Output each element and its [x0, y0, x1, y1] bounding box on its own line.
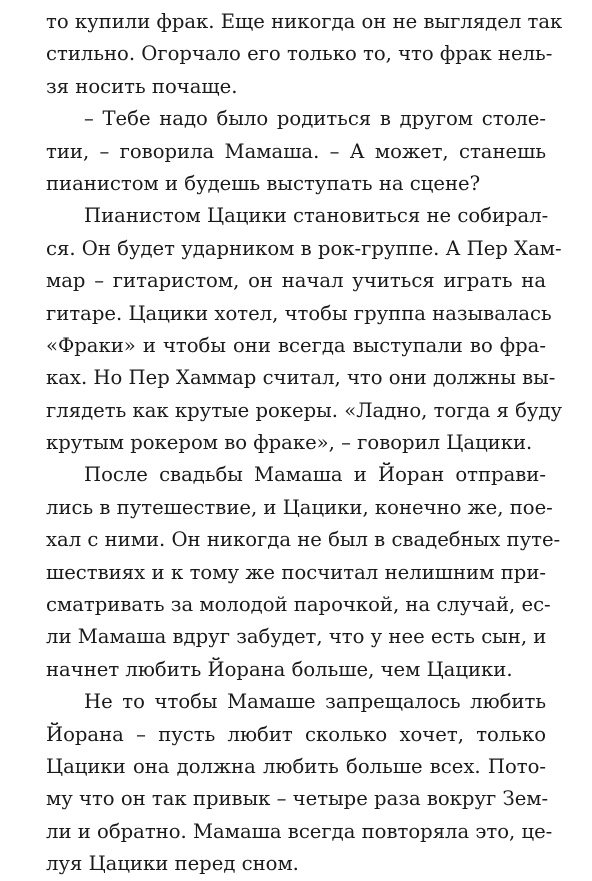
text-line: Йорана – пусть любит сколько хочет, только [46, 722, 546, 746]
text-line: ся. Он будет ударником в рок-группе. А Пер Хам- [46, 236, 562, 260]
text-line: мар – гитаристом, он начал учиться играть на [46, 269, 546, 293]
text-line: луя Цацики перед сном. [46, 852, 299, 876]
text-line: му что он так привык – четыре раза вокруг Зем- [46, 787, 549, 811]
page-text [46, 6, 563, 881]
text-line: хал с ними. Он никогда не был в свадебных путе- [46, 528, 561, 552]
text-line: то купили фрак. Еще никогда он не выглядел так [46, 10, 563, 33]
text-line: зя носить почаще. [46, 74, 238, 98]
text-line: ли Мамаша вдруг забудет, что у нее есть сын, и [46, 625, 547, 649]
text-line: шествиях и к тому же посчитал нелишним при- [46, 560, 546, 584]
text-line: Пианистом Цацики становиться не собирал- [84, 204, 549, 228]
text-line: пианистом и будешь выступать на сцене? [46, 171, 481, 195]
text-line: глядеть как крутые рокеры. «Ладно, тогда я буду [46, 398, 563, 422]
text-line: Цацики она должна любить больше всех. Пото- [46, 754, 546, 778]
text-line: Не то чтобы Мамаше запрещалось любить [84, 690, 546, 714]
text-line: тии, – говорила Мамаша. – А может, станешь [46, 139, 546, 163]
text-line: лись в путешествие, и Цацики, конечно же, пое- [46, 495, 553, 519]
text-line: «Фраки» и чтобы они всегда выступали во фра- [46, 333, 546, 357]
text-line: – Тебе надо было родиться в другом столе- [84, 107, 546, 131]
text-line: стильно. Огорчало его только то, что фрак нель- [46, 42, 553, 66]
text-line: ли и обратно. Мамаша всегда повторяла это, це- [46, 819, 553, 843]
text-line: сматривать за молодой парочкой, на случай, ес- [46, 593, 551, 617]
text-line: начнет любить Йорана больше, чем Цацики. [46, 657, 513, 681]
text-line: ках. Но Пер Хаммар считал, что они должны вы- [46, 366, 556, 390]
text-line: гитаре. Цацики хотел, чтобы группа называлась [46, 301, 552, 325]
text-line: После свадьбы Мамаша и Йоран отправи- [84, 463, 546, 487]
text-line: крутым рокером во фраке», – говорил Цацики. [46, 431, 533, 455]
